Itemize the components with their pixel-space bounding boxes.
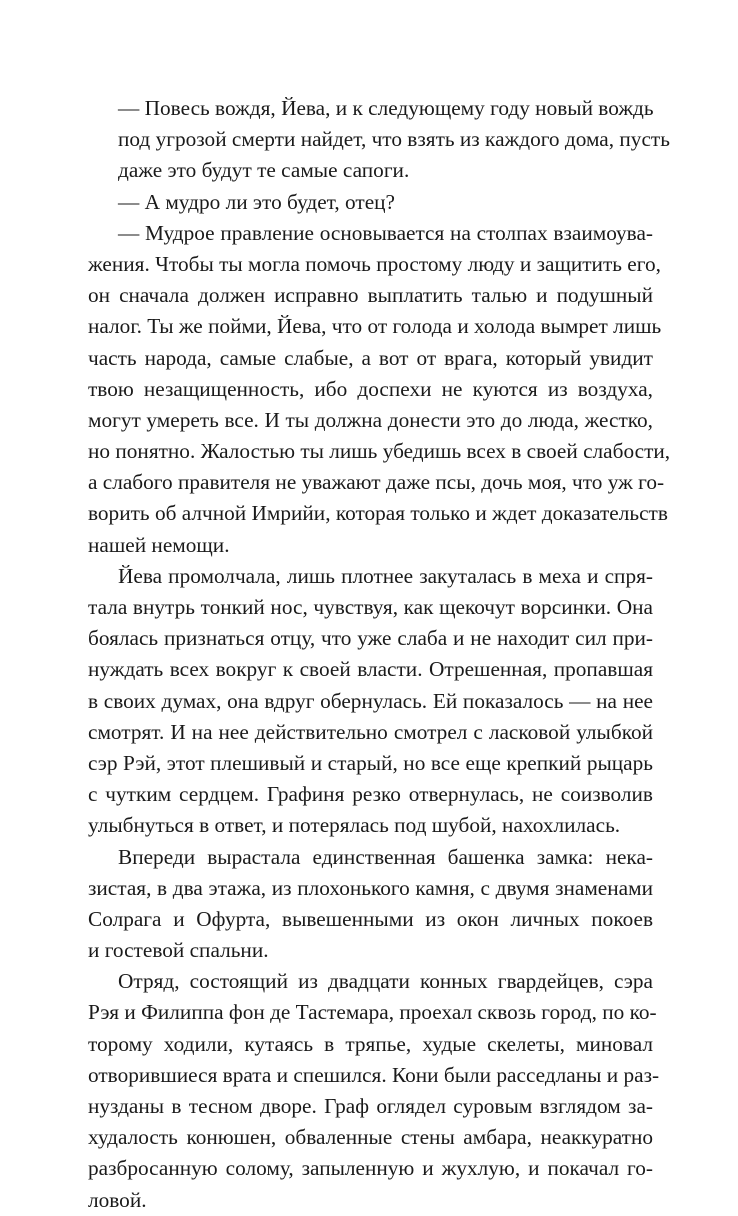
text-line: — Повесь вождя, Йева, и к следующему году новый вождь (118, 96, 654, 120)
text-line: — Мудрое правление основывается на столпах взаимоува- (118, 220, 653, 245)
text-line: он сначала должен исправно выплатить талью и подушный (88, 283, 653, 308)
text-line: нуждать всех вокруг к своей власти. Отрешенная, пропавшая (88, 657, 653, 682)
text-line: твою незащищенность, ибо доспехи не куются из воздуха, (88, 376, 653, 401)
text-line: могут умереть все. И ты должна донести это до люда, жестко, (88, 407, 653, 432)
text-line: нашей немощи. (88, 532, 230, 557)
text-line: торому ходили, кутаясь в тряпье, худые скелеты, миновал (88, 1031, 653, 1056)
text-line: даже это будут те самые сапоги. (118, 158, 410, 183)
text-line: худалость конюшен, обваленные стены амбара, неаккуратно (88, 1125, 653, 1150)
text-line: жения. Чтобы ты могла помочь простому люду и защитить его, (88, 251, 661, 276)
text-line: боялась признаться отцу, что уже слаба и не находит сил при- (88, 626, 653, 651)
text-line: налог. Ты же пойми, Йева, что от голода и холода вымрет лишь (88, 314, 662, 339)
text-line: ворить об алчной Имрийи, которая только и ждет доказательств (88, 501, 668, 526)
text-line: и гостевой спальни. (88, 938, 269, 963)
text-line: под угрозой смерти найдет, что взять из каждого дома, пусть (118, 127, 670, 152)
text-line: тала внутрь тонкий нос, чувствуя, как щекочут ворсинки. Она (88, 595, 653, 619)
text-line: разбросанную солому, запыленную и жухлую, и покачал го- (88, 1156, 653, 1181)
text-line: ловой. (88, 1187, 147, 1212)
text-line: но понятно. Жалостью ты лишь убедишь всех в своей слабости, (88, 439, 671, 464)
text-line: — А мудро ли это будет, отец? (118, 189, 396, 214)
text-line: в своих думах, она вдруг обернулась. Ей показалось — на нее (88, 688, 653, 713)
text-line: с чутким сердцем. Графиня резко отвернулась, не соизволив (88, 782, 653, 807)
text-line: а слабого правителя не уважают даже псы, дочь моя, что уж го- (88, 470, 665, 495)
text-line: Солрага и Офурта, вывешенными из окон личных покоев (88, 906, 653, 931)
text-line: зистая, в два этажа, из плохонького камня, с двумя знаменами (88, 875, 653, 900)
text-line: смотрят. И на нее действительно смотрел с ласковой улыбкой (88, 719, 653, 744)
text-line: Рэя и Филиппа фон де Тастемара, проехал сквозь город, по ко- (88, 1000, 657, 1025)
text-line: улыбнуться в ответ, и потерялась под шубой, нахохлилась. (88, 813, 621, 838)
text-line: сэр Рэй, этот плешивый и старый, но все еще крепкий рыцарь (88, 750, 653, 775)
text-line: нузданы в тесном дворе. Граф оглядел суровым взглядом за- (88, 1094, 653, 1118)
text-line: Отряд, состоящий из двадцати конных гвардейцев, сэра (118, 969, 653, 994)
text-line: часть народа, самые слабые, а вот от врага, который увидит (88, 345, 653, 370)
page-text (88, 93, 671, 1216)
text-line: Йева промолчала, лишь плотнее закуталась в меха и спря- (118, 563, 653, 588)
text-line: отворившиеся врата и спешился. Кони были расседланы и раз- (88, 1062, 660, 1087)
text-line: Впереди вырастала единственная башенка замка: нека- (118, 844, 653, 869)
